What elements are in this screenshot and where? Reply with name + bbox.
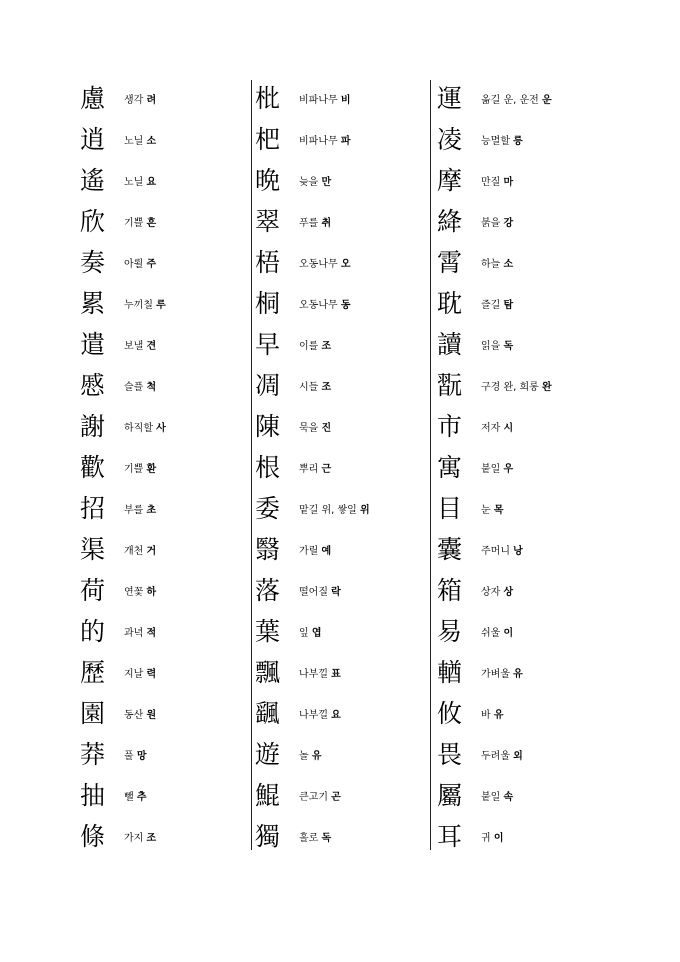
korean-gloss [124, 460, 156, 475]
vocab-entry [255, 242, 430, 283]
gloss-meaning: 기쁠 [124, 218, 144, 229]
korean-gloss [481, 460, 513, 475]
gloss-sound: 외 [513, 751, 523, 762]
vocab-entry [80, 365, 250, 406]
gloss-meaning: 과녁 [124, 628, 144, 639]
gloss-sound: 락 [331, 587, 341, 598]
hanja-character: 摩 [437, 166, 463, 195]
korean-gloss [124, 296, 166, 311]
gloss-sound: 하 [146, 587, 157, 598]
vocab-entry [437, 816, 637, 857]
hanja-character: 晩 [255, 166, 281, 195]
korean-gloss [481, 337, 513, 352]
gloss-meaning: 동산 [124, 710, 144, 721]
korean-gloss [299, 501, 370, 516]
vocab-entry [437, 652, 637, 693]
hanja-character: 委 [255, 494, 281, 523]
gloss-meaning: 시들 [299, 382, 319, 393]
hanja-character: 謝 [80, 412, 106, 441]
korean-gloss [481, 173, 513, 188]
gloss-meaning: 나부낄 [299, 669, 328, 680]
korean-gloss [481, 91, 552, 106]
gloss-meaning: 바 [481, 710, 491, 721]
gloss-sound: 요 [331, 710, 341, 721]
vocab-entry [80, 570, 250, 611]
gloss-meaning: 옮길 운, 운전 [481, 95, 539, 106]
korean-gloss [299, 706, 341, 721]
vocab-entry [80, 611, 250, 652]
vocab-entry [437, 119, 637, 160]
gloss-meaning: 붙일 [481, 464, 501, 475]
hanja-character: 早 [255, 330, 281, 359]
korean-gloss [299, 460, 331, 475]
hanja-character: 落 [255, 576, 281, 605]
gloss-meaning: 하늘 [481, 259, 501, 270]
gloss-sound: 곤 [331, 792, 341, 803]
gloss-sound: 원 [146, 710, 157, 721]
vocab-entry [437, 406, 637, 447]
gloss-meaning: 푸를 [299, 218, 319, 229]
gloss-sound: 조 [321, 341, 332, 352]
vocab-entry [437, 283, 637, 324]
vocab-entry [437, 570, 637, 611]
korean-gloss [481, 583, 513, 598]
gloss-sound: 소 [146, 136, 157, 147]
gloss-meaning: 저자 [481, 423, 501, 434]
gloss-sound: 릉 [513, 136, 523, 147]
gloss-sound: 예 [321, 546, 332, 557]
hanja-character: 颻 [255, 699, 281, 728]
vocab-entry [80, 652, 250, 693]
gloss-meaning: 연꽃 [124, 587, 144, 598]
hanja-character: 霄 [437, 248, 463, 277]
vocab-entry [255, 447, 430, 488]
vocab-entry [255, 570, 430, 611]
hanja-character: 逍 [80, 125, 106, 154]
vocab-entry [255, 406, 430, 447]
vocab-entry [80, 406, 250, 447]
gloss-sound: 환 [146, 464, 157, 475]
gloss-meaning: 잎 [299, 628, 309, 639]
vocab-entry [80, 78, 250, 119]
gloss-meaning: 놀 [299, 751, 309, 762]
vocab-entry [80, 529, 250, 570]
gloss-sound: 진 [321, 423, 332, 434]
vocab-entry [437, 242, 637, 283]
hanja-character: 歷 [80, 658, 106, 687]
hanja-character: 招 [80, 494, 106, 523]
korean-gloss [481, 624, 513, 639]
gloss-sound: 척 [146, 382, 157, 393]
korean-gloss [299, 378, 331, 393]
gloss-meaning: 홀로 [299, 833, 319, 844]
gloss-meaning: 노닐 [124, 177, 144, 188]
korean-gloss [124, 91, 156, 106]
vocab-entry [437, 365, 637, 406]
gloss-meaning: 지날 [124, 669, 144, 680]
gloss-sound: 목 [493, 505, 504, 516]
gloss-sound: 소 [503, 259, 514, 270]
vocab-entry [80, 324, 250, 365]
gloss-sound: 근 [321, 464, 332, 475]
vocab-entry [255, 283, 430, 324]
vocab-entry [437, 488, 637, 529]
vocab-entry [437, 447, 637, 488]
gloss-sound: 만 [321, 177, 332, 188]
gloss-sound: 력 [146, 669, 157, 680]
gloss-sound: 완 [542, 382, 552, 393]
gloss-meaning: 슬플 [124, 382, 144, 393]
hanja-character: 運 [437, 84, 463, 113]
vocab-entry [437, 201, 637, 242]
korean-gloss [299, 91, 351, 106]
hanja-character: 畏 [437, 740, 463, 769]
gloss-meaning: 읽을 [481, 341, 501, 352]
vocab-entry [255, 529, 430, 570]
gloss-sound: 루 [156, 300, 166, 311]
vocab-entry [255, 775, 430, 816]
gloss-meaning: 오동나무 [299, 259, 338, 270]
gloss-sound: 조 [321, 382, 332, 393]
korean-gloss [124, 665, 156, 680]
gloss-sound: 취 [321, 218, 332, 229]
hanja-character: 讀 [437, 330, 463, 359]
hanja-character: 欣 [80, 207, 106, 236]
vocab-column-2 [255, 78, 430, 850]
korean-gloss [299, 419, 331, 434]
gloss-meaning: 아뢸 [124, 259, 144, 270]
hanja-character: 耽 [437, 289, 463, 318]
hanja-character: 渠 [80, 535, 106, 564]
vocab-entry [255, 160, 430, 201]
korean-gloss [124, 173, 156, 188]
korean-gloss [481, 542, 523, 557]
hanja-character: 市 [437, 412, 463, 441]
vocab-entry [255, 324, 430, 365]
korean-gloss [124, 378, 156, 393]
korean-gloss [299, 829, 331, 844]
gloss-sound: 표 [331, 669, 341, 680]
gloss-sound: 엽 [311, 628, 322, 639]
gloss-meaning: 하직할 [124, 423, 153, 434]
gloss-meaning: 주머니 [481, 546, 510, 557]
hanja-character: 翳 [255, 535, 281, 564]
hanja-character: 飄 [255, 658, 281, 687]
gloss-sound: 초 [146, 505, 157, 516]
gloss-sound: 오 [340, 259, 351, 270]
gloss-meaning: 큰고기 [299, 792, 328, 803]
hanja-character: 陳 [255, 412, 281, 441]
korean-gloss [481, 788, 513, 803]
gloss-meaning: 즐길 [481, 300, 501, 311]
vocab-entry [255, 693, 430, 734]
vocab-entry [437, 78, 637, 119]
gloss-sound: 적 [146, 628, 157, 639]
gloss-meaning: 비파나무 [299, 95, 338, 106]
korean-gloss [124, 788, 147, 803]
korean-gloss [481, 706, 504, 721]
hanja-character: 屬 [437, 781, 463, 810]
hanja-character: 翫 [437, 371, 463, 400]
gloss-sound: 이 [493, 833, 504, 844]
gloss-meaning: 뿌리 [299, 464, 319, 475]
hanja-character: 輶 [437, 658, 463, 687]
korean-gloss [299, 296, 351, 311]
vocab-entry [80, 447, 250, 488]
vocab-entry [437, 160, 637, 201]
gloss-meaning: 두려울 [481, 751, 510, 762]
hanja-character: 寓 [437, 453, 463, 482]
gloss-meaning: 만질 [481, 177, 501, 188]
gloss-sound: 강 [503, 218, 514, 229]
korean-gloss [481, 255, 513, 270]
vocab-entry [80, 201, 250, 242]
hanja-character: 抽 [80, 781, 106, 810]
gloss-meaning: 노닐 [124, 136, 144, 147]
gloss-sound: 거 [146, 546, 157, 557]
hanja-character: 遊 [255, 740, 281, 769]
vocab-entry [80, 283, 250, 324]
korean-gloss [299, 173, 331, 188]
korean-gloss [124, 829, 156, 844]
hanja-character: 荷 [80, 576, 106, 605]
gloss-meaning: 가벼울 [481, 669, 510, 680]
korean-gloss [124, 501, 156, 516]
vocab-entry [255, 488, 430, 529]
hanja-character: 園 [80, 699, 106, 728]
hanja-character: 枇 [255, 84, 281, 113]
gloss-sound: 위 [360, 505, 370, 516]
vocab-entry [255, 78, 430, 119]
gloss-sound: 이 [503, 628, 514, 639]
korean-gloss [124, 214, 156, 229]
hanja-character: 囊 [437, 535, 463, 564]
vocab-entry [80, 119, 250, 160]
hanja-character: 翠 [255, 207, 281, 236]
korean-gloss [124, 706, 156, 721]
gloss-meaning: 구경 완, 희롱 [481, 382, 539, 393]
vocab-entry [255, 201, 430, 242]
korean-gloss [124, 337, 156, 352]
hanja-character: 葉 [255, 617, 281, 646]
korean-gloss [299, 788, 341, 803]
korean-gloss [124, 747, 147, 762]
hanja-character: 獨 [255, 822, 281, 851]
gloss-meaning: 기쁠 [124, 464, 144, 475]
vocab-entry [437, 775, 637, 816]
vocab-entry [80, 775, 250, 816]
gloss-meaning: 뺄 [124, 792, 134, 803]
gloss-meaning: 생각 [124, 95, 144, 106]
korean-gloss [299, 583, 341, 598]
gloss-meaning: 풀 [124, 751, 134, 762]
korean-gloss [481, 665, 523, 680]
gloss-sound: 운 [542, 95, 552, 106]
gloss-meaning: 누끼칠 [124, 300, 153, 311]
gloss-sound: 파 [340, 136, 351, 147]
gloss-meaning: 늦을 [299, 177, 319, 188]
korean-gloss [299, 132, 351, 147]
korean-gloss [124, 419, 166, 434]
gloss-meaning: 붙일 [481, 792, 501, 803]
hanja-character: 凋 [255, 371, 281, 400]
gloss-sound: 탐 [503, 300, 514, 311]
gloss-meaning: 보낼 [124, 341, 144, 352]
gloss-meaning: 비파나무 [299, 136, 338, 147]
gloss-sound: 비 [340, 95, 351, 106]
vocab-entry [80, 693, 250, 734]
gloss-meaning: 개천 [124, 546, 144, 557]
vocab-entry [255, 734, 430, 775]
gloss-sound: 유 [311, 751, 322, 762]
gloss-sound: 흔 [146, 218, 157, 229]
vocab-entry [437, 734, 637, 775]
hanja-character: 累 [80, 289, 106, 318]
gloss-sound: 요 [146, 177, 157, 188]
vocab-column-1 [80, 78, 250, 850]
korean-gloss [481, 829, 504, 844]
vocab-entry [437, 324, 637, 365]
vocab-entry [80, 160, 250, 201]
gloss-sound: 독 [321, 833, 332, 844]
gloss-sound: 마 [503, 177, 514, 188]
column-divider [251, 80, 252, 850]
korean-gloss [481, 419, 513, 434]
hanja-character: 遣 [80, 330, 106, 359]
hanja-character: 歡 [80, 453, 106, 482]
gloss-meaning: 떨어질 [299, 587, 328, 598]
column-divider [430, 80, 431, 850]
gloss-meaning: 붉을 [481, 218, 501, 229]
korean-gloss [299, 337, 331, 352]
vocab-entry [255, 365, 430, 406]
korean-gloss [124, 255, 156, 270]
gloss-sound: 유 [513, 669, 523, 680]
hanja-character: 鯤 [255, 781, 281, 810]
gloss-meaning: 능멸할 [481, 136, 510, 147]
korean-gloss [299, 624, 322, 639]
korean-gloss [299, 214, 331, 229]
gloss-sound: 조 [146, 833, 157, 844]
vocab-entry [80, 242, 250, 283]
hanja-character: 箱 [437, 576, 463, 605]
gloss-sound: 추 [136, 792, 147, 803]
vocab-entry [255, 652, 430, 693]
gloss-sound: 주 [146, 259, 157, 270]
gloss-meaning: 이를 [299, 341, 319, 352]
gloss-meaning: 부를 [124, 505, 144, 516]
hanja-character: 慼 [80, 371, 106, 400]
gloss-meaning: 맡길 위, 쌓일 [299, 505, 357, 516]
hanja-character: 易 [437, 617, 463, 646]
gloss-meaning: 쉬울 [481, 628, 501, 639]
gloss-meaning: 묵을 [299, 423, 319, 434]
hanja-character: 慮 [80, 84, 106, 113]
hanja-character: 根 [255, 453, 281, 482]
korean-gloss [481, 296, 513, 311]
korean-gloss [124, 132, 156, 147]
gloss-meaning: 귀 [481, 833, 491, 844]
korean-gloss [124, 583, 156, 598]
gloss-meaning: 가릴 [299, 546, 319, 557]
korean-gloss [299, 542, 331, 557]
hanja-character: 奏 [80, 248, 106, 277]
gloss-sound: 낭 [513, 546, 523, 557]
hanja-character: 莽 [80, 740, 106, 769]
gloss-sound: 려 [146, 95, 157, 106]
korean-gloss [481, 132, 523, 147]
hanja-character: 攸 [437, 699, 463, 728]
korean-gloss [481, 378, 552, 393]
gloss-sound: 독 [503, 341, 514, 352]
hanja-character: 的 [80, 617, 106, 646]
gloss-meaning: 가지 [124, 833, 144, 844]
hanja-character: 凌 [437, 125, 463, 154]
vocab-entry [255, 611, 430, 652]
hanja-character: 條 [80, 822, 106, 851]
korean-gloss [481, 214, 513, 229]
gloss-meaning: 상자 [481, 587, 501, 598]
vocab-entry [80, 488, 250, 529]
hanja-character: 耳 [437, 822, 463, 851]
hanja-character: 絳 [437, 207, 463, 236]
gloss-sound: 동 [340, 300, 351, 311]
korean-gloss [481, 501, 504, 516]
vocab-entry [437, 529, 637, 570]
vocab-entry [80, 734, 250, 775]
korean-gloss [299, 747, 322, 762]
vocab-entry [255, 119, 430, 160]
gloss-sound: 상 [503, 587, 514, 598]
hanja-character: 梧 [255, 248, 281, 277]
gloss-sound: 사 [156, 423, 166, 434]
gloss-sound: 시 [503, 423, 514, 434]
gloss-meaning: 오동나무 [299, 300, 338, 311]
korean-gloss [299, 665, 341, 680]
hanja-character: 杷 [255, 125, 281, 154]
hanja-character: 遙 [80, 166, 106, 195]
korean-gloss [124, 624, 156, 639]
gloss-sound: 속 [503, 792, 514, 803]
vocab-entry [437, 611, 637, 652]
korean-gloss [299, 255, 351, 270]
hanja-character: 目 [437, 494, 463, 523]
gloss-sound: 망 [136, 751, 147, 762]
gloss-sound: 유 [493, 710, 504, 721]
gloss-sound: 우 [503, 464, 514, 475]
vocab-entry [80, 816, 250, 857]
vocab-entry [437, 693, 637, 734]
gloss-sound: 견 [146, 341, 157, 352]
vocab-column-3 [437, 78, 637, 850]
korean-gloss [124, 542, 156, 557]
gloss-meaning: 눈 [481, 505, 491, 516]
vocab-entry [255, 816, 430, 857]
hanja-character: 桐 [255, 289, 281, 318]
korean-gloss [481, 747, 523, 762]
gloss-meaning: 나부낄 [299, 710, 328, 721]
